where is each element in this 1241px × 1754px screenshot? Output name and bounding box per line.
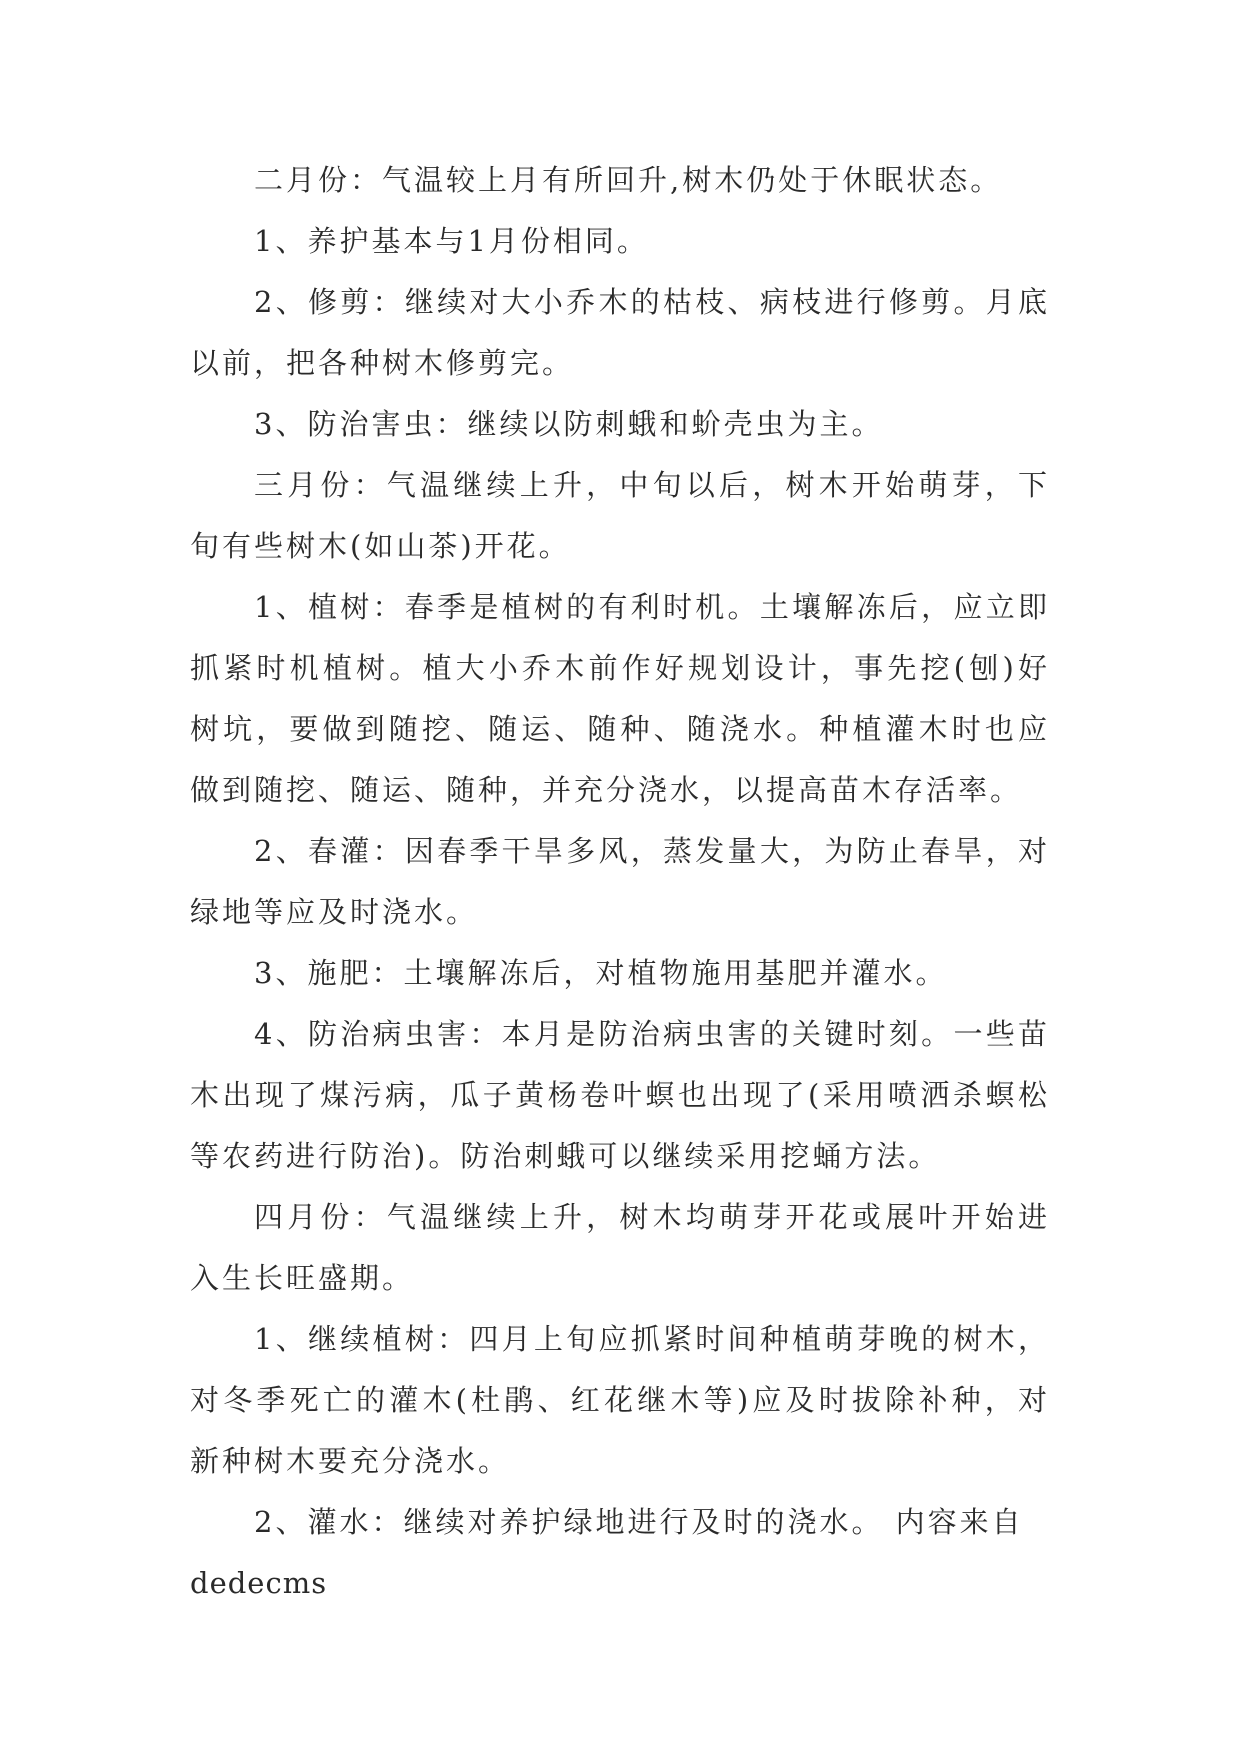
- paragraph-february-intro: 二月份：气温较上月有所回升,树木仍处于休眠状态。: [254, 163, 1003, 197]
- paragraph-february-2: 2、修剪：继续对大小乔木的枯枝、病枝进行修剪。月底以前，把各种树木修剪完。: [190, 285, 1050, 380]
- paragraph-april-intro: 四月份：气温继续上升，树木均萌芽开花或展叶开始进入生长旺盛期。: [190, 1200, 1050, 1295]
- paragraph-march-intro: 三月份：气温继续上升，中旬以后，树木开始萌芽，下旬有些树木(如山茶)开花。: [190, 468, 1050, 563]
- paragraph-february-1: 1、养护基本与1月份相同。: [254, 224, 649, 258]
- paragraph-april-2: 2、灌水：继续对养护绿地进行及时的浇水。 内容来自: [254, 1505, 1024, 1539]
- source-trailer: dedecms: [190, 1566, 328, 1600]
- document-body: [190, 150, 1050, 1614]
- paragraph-march-4: 4、防治病虫害：本月是防治病虫害的关键时刻。一些苗木出现了煤污病，瓜子黄杨卷叶螟也出现了(采用喷洒杀螟松等农药进行防治)。防治刺蛾可以继续采用挖蛹方法。: [190, 1017, 1050, 1173]
- paragraph-april-1: 1、继续植树：四月上旬应抓紧时间种植萌芽晚的树木，对冬季死亡的灌木(杜鹃、红花继木等)应及时拔除补种，对新种树木要充分浇水。: [190, 1322, 1050, 1478]
- paragraph-february-3: 3、防治害虫：继续以防刺蛾和蚧壳虫为主。: [254, 407, 884, 441]
- paragraph-march-3: 3、施肥：土壤解冻后，对植物施用基肥并灌水。: [254, 956, 948, 990]
- paragraph-march-1: 1、植树：春季是植树的有利时机。土壤解冻后，应立即抓紧时机植树。植大小乔木前作好规划设计，事先挖(刨)好树坑，要做到随挖、随运、随种、随浇水。种植灌木时也应做到随挖、随运、随种，并充分浇水，以提高苗木存活率。: [190, 590, 1050, 807]
- paragraph-march-2: 2、春灌：因春季干旱多风，蒸发量大，为防止春旱，对绿地等应及时浇水。: [190, 834, 1050, 929]
